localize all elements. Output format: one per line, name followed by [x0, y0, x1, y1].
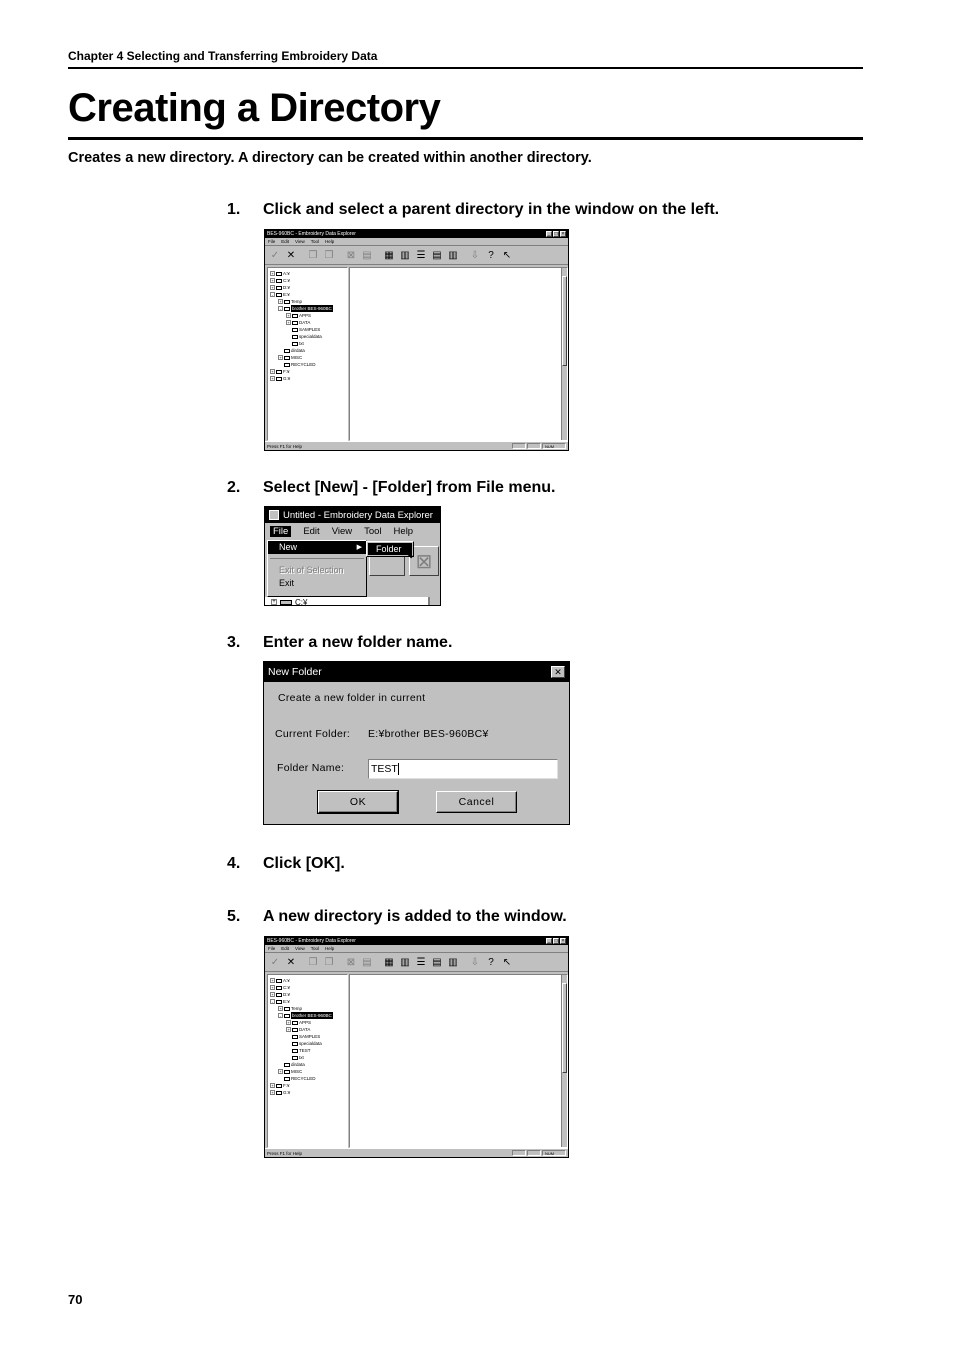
folder-icon: [284, 1070, 290, 1074]
folder-name-value: TEST: [371, 763, 398, 775]
menu-item-exit-of-selection: Exit of Selection: [279, 565, 344, 575]
close-button[interactable]: ×: [561, 938, 565, 944]
menu-view[interactable]: View: [331, 526, 353, 537]
status-cell: [512, 1150, 526, 1156]
folder-tree[interactable]: [267, 267, 348, 441]
tree-item-label: G:¥: [283, 1090, 291, 1095]
tree-spacer: [278, 362, 283, 367]
explorer-window-after: [264, 936, 569, 1158]
expand-icon[interactable]: +: [271, 271, 274, 276]
delete-icon[interactable]: ⊠: [346, 249, 356, 261]
tree-spacer: [286, 1041, 291, 1046]
page-title: Creating a Directory: [68, 86, 441, 130]
explorer-window-before: [264, 229, 569, 451]
drive-icon: [276, 1084, 282, 1088]
title-bar: [265, 230, 568, 238]
tree-item-label: MISC: [291, 355, 303, 360]
folder-icon: [292, 1049, 298, 1053]
tree-item-label: MISC: [291, 1069, 303, 1074]
small-icons-icon[interactable]: ▥: [400, 956, 410, 968]
tree-item[interactable]: [268, 998, 347, 1005]
close-button[interactable]: ✕: [551, 666, 565, 678]
folder-icon: [292, 342, 298, 346]
expand-icon[interactable]: +: [287, 313, 290, 318]
menu-item-label: New: [279, 542, 298, 552]
status-text: Press F1 for Help: [267, 1150, 303, 1156]
tree-item-label: APPS: [299, 313, 312, 318]
tree-item-label: brother BES-960BC: [292, 1013, 332, 1018]
tree-item-label: Temp: [291, 299, 303, 304]
current-folder-value: E:¥brother BES-960BC¥: [368, 728, 489, 740]
submenu-arrow-icon: ▶: [356, 544, 362, 551]
folder-icon: [284, 349, 290, 353]
cancel-x-icon[interactable]: ✕: [286, 249, 296, 261]
expand-icon[interactable]: +: [271, 1083, 274, 1088]
scroll-thumb[interactable]: [562, 276, 567, 366]
tree-item[interactable]: [268, 298, 347, 305]
tree-spacer: [278, 348, 283, 353]
tree-item[interactable]: [268, 375, 347, 382]
title-rule: [68, 137, 863, 140]
status-bar: [265, 1148, 568, 1157]
menu-help[interactable]: Help: [324, 239, 335, 244]
minimize-button[interactable]: _: [547, 938, 551, 944]
menu-file[interactable]: File: [268, 239, 276, 244]
drive-icon: [276, 993, 282, 997]
drive-icon: [276, 370, 282, 374]
menu-item-new[interactable]: [268, 541, 366, 554]
folder-name-input[interactable]: [368, 759, 558, 779]
drive-icon: [280, 600, 292, 605]
tree-item-label: D:¥: [283, 285, 291, 290]
step-5: [227, 908, 567, 926]
tree-spacer: [286, 327, 291, 332]
tree-spacer: [278, 1062, 283, 1067]
menu-view[interactable]: View: [295, 946, 305, 951]
tree-item-label: DATA: [299, 320, 311, 325]
tree-item-label: D:¥: [283, 992, 291, 997]
folder-icon: [284, 356, 290, 360]
tree-item-label: specialdata: [299, 334, 322, 339]
vertical-scrollbar[interactable]: [561, 975, 567, 1147]
step-3: [227, 634, 452, 652]
tree-item[interactable]: [268, 284, 347, 291]
drive-icon: [276, 377, 282, 381]
tree-item[interactable]: [268, 326, 347, 333]
tree-item-label: SAMPLES: [299, 327, 321, 332]
menu-bar: [265, 238, 568, 245]
tree-item[interactable]: [268, 1054, 347, 1061]
menu-help[interactable]: Help: [324, 946, 335, 951]
thumbnail-icon[interactable]: ▥: [448, 956, 458, 968]
tree-spacer: [286, 334, 291, 339]
tree-item-label: A:¥: [283, 978, 290, 983]
status-text: Press F1 for Help: [267, 443, 303, 449]
tree-item-label: C:¥: [283, 278, 291, 283]
current-folder-label: Current Folder:: [275, 728, 351, 740]
tree-item-label: F:¥: [283, 369, 290, 374]
page-number: 70: [68, 1292, 83, 1307]
tree-item[interactable]: [268, 340, 347, 347]
mouse-pointer-icon: ⬉: [404, 547, 415, 561]
expand-icon[interactable]: +: [271, 985, 274, 990]
folder-icon: [292, 1035, 298, 1039]
properties-icon[interactable]: ▤: [362, 956, 372, 968]
status-cell: [527, 443, 541, 449]
large-icons-icon[interactable]: ▦: [384, 249, 394, 261]
folder-icon: [284, 363, 290, 367]
expand-icon[interactable]: +: [287, 1027, 290, 1032]
step-text: Click [OK].: [263, 855, 345, 872]
intro-text: Creates a new directory. A directory can be created within another directory.: [68, 150, 592, 166]
step-text: Select [New] - [Folder] from File menu.: [263, 479, 556, 496]
context-help-icon[interactable]: ↖: [502, 956, 512, 968]
tree-item-label: dirdata: [291, 348, 305, 353]
expand-icon[interactable]: +: [287, 1020, 290, 1025]
step-number: 2.: [227, 479, 241, 496]
ok-button[interactable]: OK: [318, 791, 398, 813]
close-button[interactable]: ×: [561, 231, 565, 237]
transfer-icon[interactable]: ⇩: [470, 249, 480, 261]
status-num: NUM: [542, 443, 566, 449]
help-icon[interactable]: ?: [488, 956, 494, 968]
window-title: BES-960BC - Embroidery Data Explorer: [267, 231, 356, 237]
menu-help[interactable]: Help: [393, 526, 414, 537]
app-icon: [269, 510, 279, 520]
context-help-icon[interactable]: ↖: [502, 249, 512, 261]
menu-tool[interactable]: Tool: [364, 526, 382, 537]
tree-item[interactable]: [268, 361, 347, 368]
tree-item[interactable]: [268, 354, 347, 361]
step-1: [227, 201, 719, 219]
drive-icon: [276, 286, 282, 290]
title-bar: [265, 937, 568, 945]
menu-item-exit[interactable]: Exit: [279, 578, 295, 588]
tree-item[interactable]: [268, 1026, 347, 1033]
delete-icon[interactable]: ⊠: [409, 546, 439, 576]
cancel-button[interactable]: Cancel: [436, 791, 517, 813]
tree-item-label: RECYCLED: [291, 362, 316, 367]
paste-icon[interactable]: ❐: [324, 956, 334, 968]
copy-icon[interactable]: ❐: [308, 249, 318, 261]
file-dropdown: [267, 540, 367, 597]
minimize-button[interactable]: _: [547, 231, 551, 237]
dialog-prompt: Create a new folder in current: [278, 692, 426, 704]
step-number: 3.: [227, 634, 241, 651]
folder-icon: [292, 1028, 298, 1032]
maximize-button[interactable]: □: [554, 231, 558, 237]
expand-icon[interactable]: +: [271, 285, 274, 290]
large-icons-icon[interactable]: ▦: [384, 956, 394, 968]
tree-item-label: Temp: [291, 1006, 303, 1011]
menu-view[interactable]: View: [295, 239, 305, 244]
tree-item-label: E:¥: [283, 999, 290, 1004]
status-cell: [512, 443, 526, 449]
tree-item[interactable]: [268, 1082, 347, 1089]
expand-icon[interactable]: +: [279, 355, 282, 360]
step-number: 4.: [227, 855, 241, 872]
expand-icon[interactable]: +: [271, 376, 274, 381]
toolbar: [265, 245, 568, 265]
collapse-icon[interactable]: -: [279, 1013, 282, 1018]
tree-item-label: C:¥: [283, 985, 291, 990]
step-4: [227, 855, 345, 873]
menu-edit[interactable]: Edit: [281, 239, 290, 244]
menu-bar: [265, 524, 440, 539]
menu-edit[interactable]: Edit: [303, 526, 320, 537]
tree-item[interactable]: [268, 991, 347, 998]
folder-icon: [292, 1042, 298, 1046]
window-title: Untitled - Embroidery Data Explorer: [283, 509, 433, 521]
drive-icon: [276, 1091, 282, 1095]
tree-item-label: RECYCLED: [291, 1076, 316, 1081]
folder-tree[interactable]: [267, 974, 348, 1148]
drive-icon: [276, 293, 282, 297]
step-number: 5.: [227, 908, 241, 925]
menu-tool[interactable]: Tool: [310, 239, 319, 244]
tree-item-label: E:¥: [283, 292, 290, 297]
drive-icon: [276, 279, 282, 283]
expand-icon[interactable]: +: [271, 978, 274, 983]
expand-icon[interactable]: +: [271, 992, 274, 997]
expand-icon[interactable]: +: [287, 320, 290, 325]
paste-icon[interactable]: ❐: [324, 249, 334, 261]
collapse-icon[interactable]: -: [271, 999, 274, 1004]
drive-icon: [276, 272, 282, 276]
tree-item[interactable]: [268, 270, 347, 277]
step-text: Click and select a parent directory in the window on the left.: [263, 201, 720, 218]
copy-icon[interactable]: ❐: [308, 956, 318, 968]
folder-icon: [292, 1021, 298, 1025]
details-icon[interactable]: ▤: [432, 956, 442, 968]
title-bar: [264, 662, 569, 682]
menu-item-folder[interactable]: Folder: [368, 543, 412, 555]
folder-icon: [292, 314, 298, 318]
tree-item[interactable]: [268, 277, 347, 284]
folder-icon: [284, 1077, 290, 1081]
collapse-icon[interactable]: -: [279, 306, 282, 311]
tree-item[interactable]: [268, 312, 347, 319]
tree-item-label: txt: [299, 1055, 304, 1060]
tree-item-label: APPS: [299, 1020, 312, 1025]
title-bar: [265, 507, 440, 523]
tree-item-label: txt: [299, 341, 304, 346]
expand-icon[interactable]: +: [271, 369, 274, 374]
tree-spacer: [286, 1055, 291, 1060]
window-title: BES-960BC - Embroidery Data Explorer: [267, 938, 356, 944]
folder-icon: [284, 1063, 290, 1067]
menu-edit[interactable]: Edit: [281, 946, 290, 951]
tree-item-label: F:¥: [283, 1083, 290, 1088]
menu-bar: [265, 945, 568, 952]
expand-icon[interactable]: +: [271, 1090, 274, 1095]
small-icons-icon[interactable]: ▥: [400, 249, 410, 261]
expand-icon[interactable]: +: [271, 278, 274, 283]
expand-icon[interactable]: +: [279, 1069, 282, 1074]
tree-item[interactable]: [268, 1061, 347, 1068]
tree-item[interactable]: [268, 291, 347, 298]
folder-tree-fragment: [265, 597, 430, 606]
tree-item[interactable]: [268, 347, 347, 354]
drive-icon: [276, 1000, 282, 1004]
expand-icon[interactable]: +: [279, 299, 282, 304]
collapse-icon[interactable]: -: [271, 292, 274, 297]
header-rule: [68, 67, 863, 69]
tree-spacer: [286, 1048, 291, 1053]
tree-item[interactable]: [268, 1089, 347, 1096]
menu-file[interactable]: File: [270, 526, 291, 537]
tree-item-label: specialdata: [299, 1041, 322, 1046]
step-text: A new directory is added to the window.: [263, 908, 567, 925]
tree-item[interactable]: [268, 1012, 347, 1019]
text-caret: [398, 763, 399, 775]
properties-icon[interactable]: ▤: [362, 249, 372, 261]
toolbar-button[interactable]: [369, 554, 405, 576]
thumbnail-icon[interactable]: ▥: [448, 249, 458, 261]
tree-item[interactable]: [268, 1075, 347, 1082]
tree-item[interactable]: [268, 1040, 347, 1047]
step-2: [227, 479, 555, 497]
tree-item-label: TEST: [299, 1048, 311, 1053]
tree-spacer: [278, 1076, 283, 1081]
tree-spacer: [286, 341, 291, 346]
tree-item[interactable]: [268, 1019, 347, 1026]
delete-icon[interactable]: ⊠: [346, 956, 356, 968]
folder-name-label: Folder Name:: [277, 762, 345, 774]
step-text: Enter a new folder name.: [263, 634, 453, 651]
expand-icon[interactable]: +: [279, 1006, 282, 1011]
tree-item[interactable]: [268, 1033, 347, 1040]
drive-label[interactable]: C:¥: [295, 597, 308, 606]
tree-item[interactable]: [268, 368, 347, 375]
drive-icon: [276, 979, 282, 983]
tree-item[interactable]: [268, 305, 347, 312]
file-list-pane[interactable]: [349, 267, 568, 441]
maximize-button[interactable]: □: [554, 938, 558, 944]
tree-item[interactable]: [268, 1005, 347, 1012]
new-folder-dialog: [263, 661, 570, 825]
dialog-title: New Folder: [268, 666, 322, 678]
ok-icon[interactable]: ✓: [270, 956, 280, 968]
drive-icon: [276, 986, 282, 990]
tree-item-label: SAMPLES: [299, 1034, 321, 1039]
scroll-thumb[interactable]: [562, 983, 567, 1073]
folder-icon: [284, 1007, 290, 1011]
status-cell: [527, 1150, 541, 1156]
tree-item-label: DATA: [299, 1027, 311, 1032]
folder-icon: [292, 335, 298, 339]
tree-item-label: G:¥: [283, 376, 291, 381]
tree-item-label: brother BES-960BC: [292, 306, 332, 311]
details-icon[interactable]: ▤: [432, 249, 442, 261]
folder-icon: [284, 307, 290, 311]
tree-item[interactable]: [268, 333, 347, 340]
tree-item-label: A:¥: [283, 271, 290, 276]
folder-icon: [292, 1056, 298, 1060]
menu-file[interactable]: File: [268, 946, 276, 951]
list-icon[interactable]: ☰: [416, 956, 426, 968]
cancel-x-icon[interactable]: ✕: [286, 956, 296, 968]
list-icon[interactable]: ☰: [416, 249, 426, 261]
ok-icon[interactable]: ✓: [270, 249, 280, 261]
tree-item[interactable]: [268, 1047, 347, 1054]
folder-icon: [284, 300, 290, 304]
chapter-header: Chapter 4 Selecting and Transferring Embroidery Data: [68, 49, 378, 63]
vertical-scrollbar[interactable]: [561, 268, 567, 440]
expand-icon[interactable]: +: [272, 599, 276, 605]
transfer-icon[interactable]: ⇩: [470, 956, 480, 968]
folder-icon: [292, 328, 298, 332]
toolbar: [265, 952, 568, 972]
tree-item[interactable]: [268, 977, 347, 984]
file-menu-screenshot: [264, 506, 441, 606]
tree-item[interactable]: [268, 1068, 347, 1075]
help-icon[interactable]: ?: [488, 249, 494, 261]
menu-tool[interactable]: Tool: [310, 946, 319, 951]
status-bar: [265, 441, 568, 450]
tree-item[interactable]: [268, 984, 347, 991]
tree-spacer: [286, 1034, 291, 1039]
file-list-pane[interactable]: [349, 974, 568, 1148]
tree-item-label: dirdata: [291, 1062, 305, 1067]
folder-icon: [292, 321, 298, 325]
step-number: 1.: [227, 201, 241, 218]
tree-item[interactable]: [268, 319, 347, 326]
folder-icon: [284, 1014, 290, 1018]
status-num: NUM: [542, 1150, 566, 1156]
